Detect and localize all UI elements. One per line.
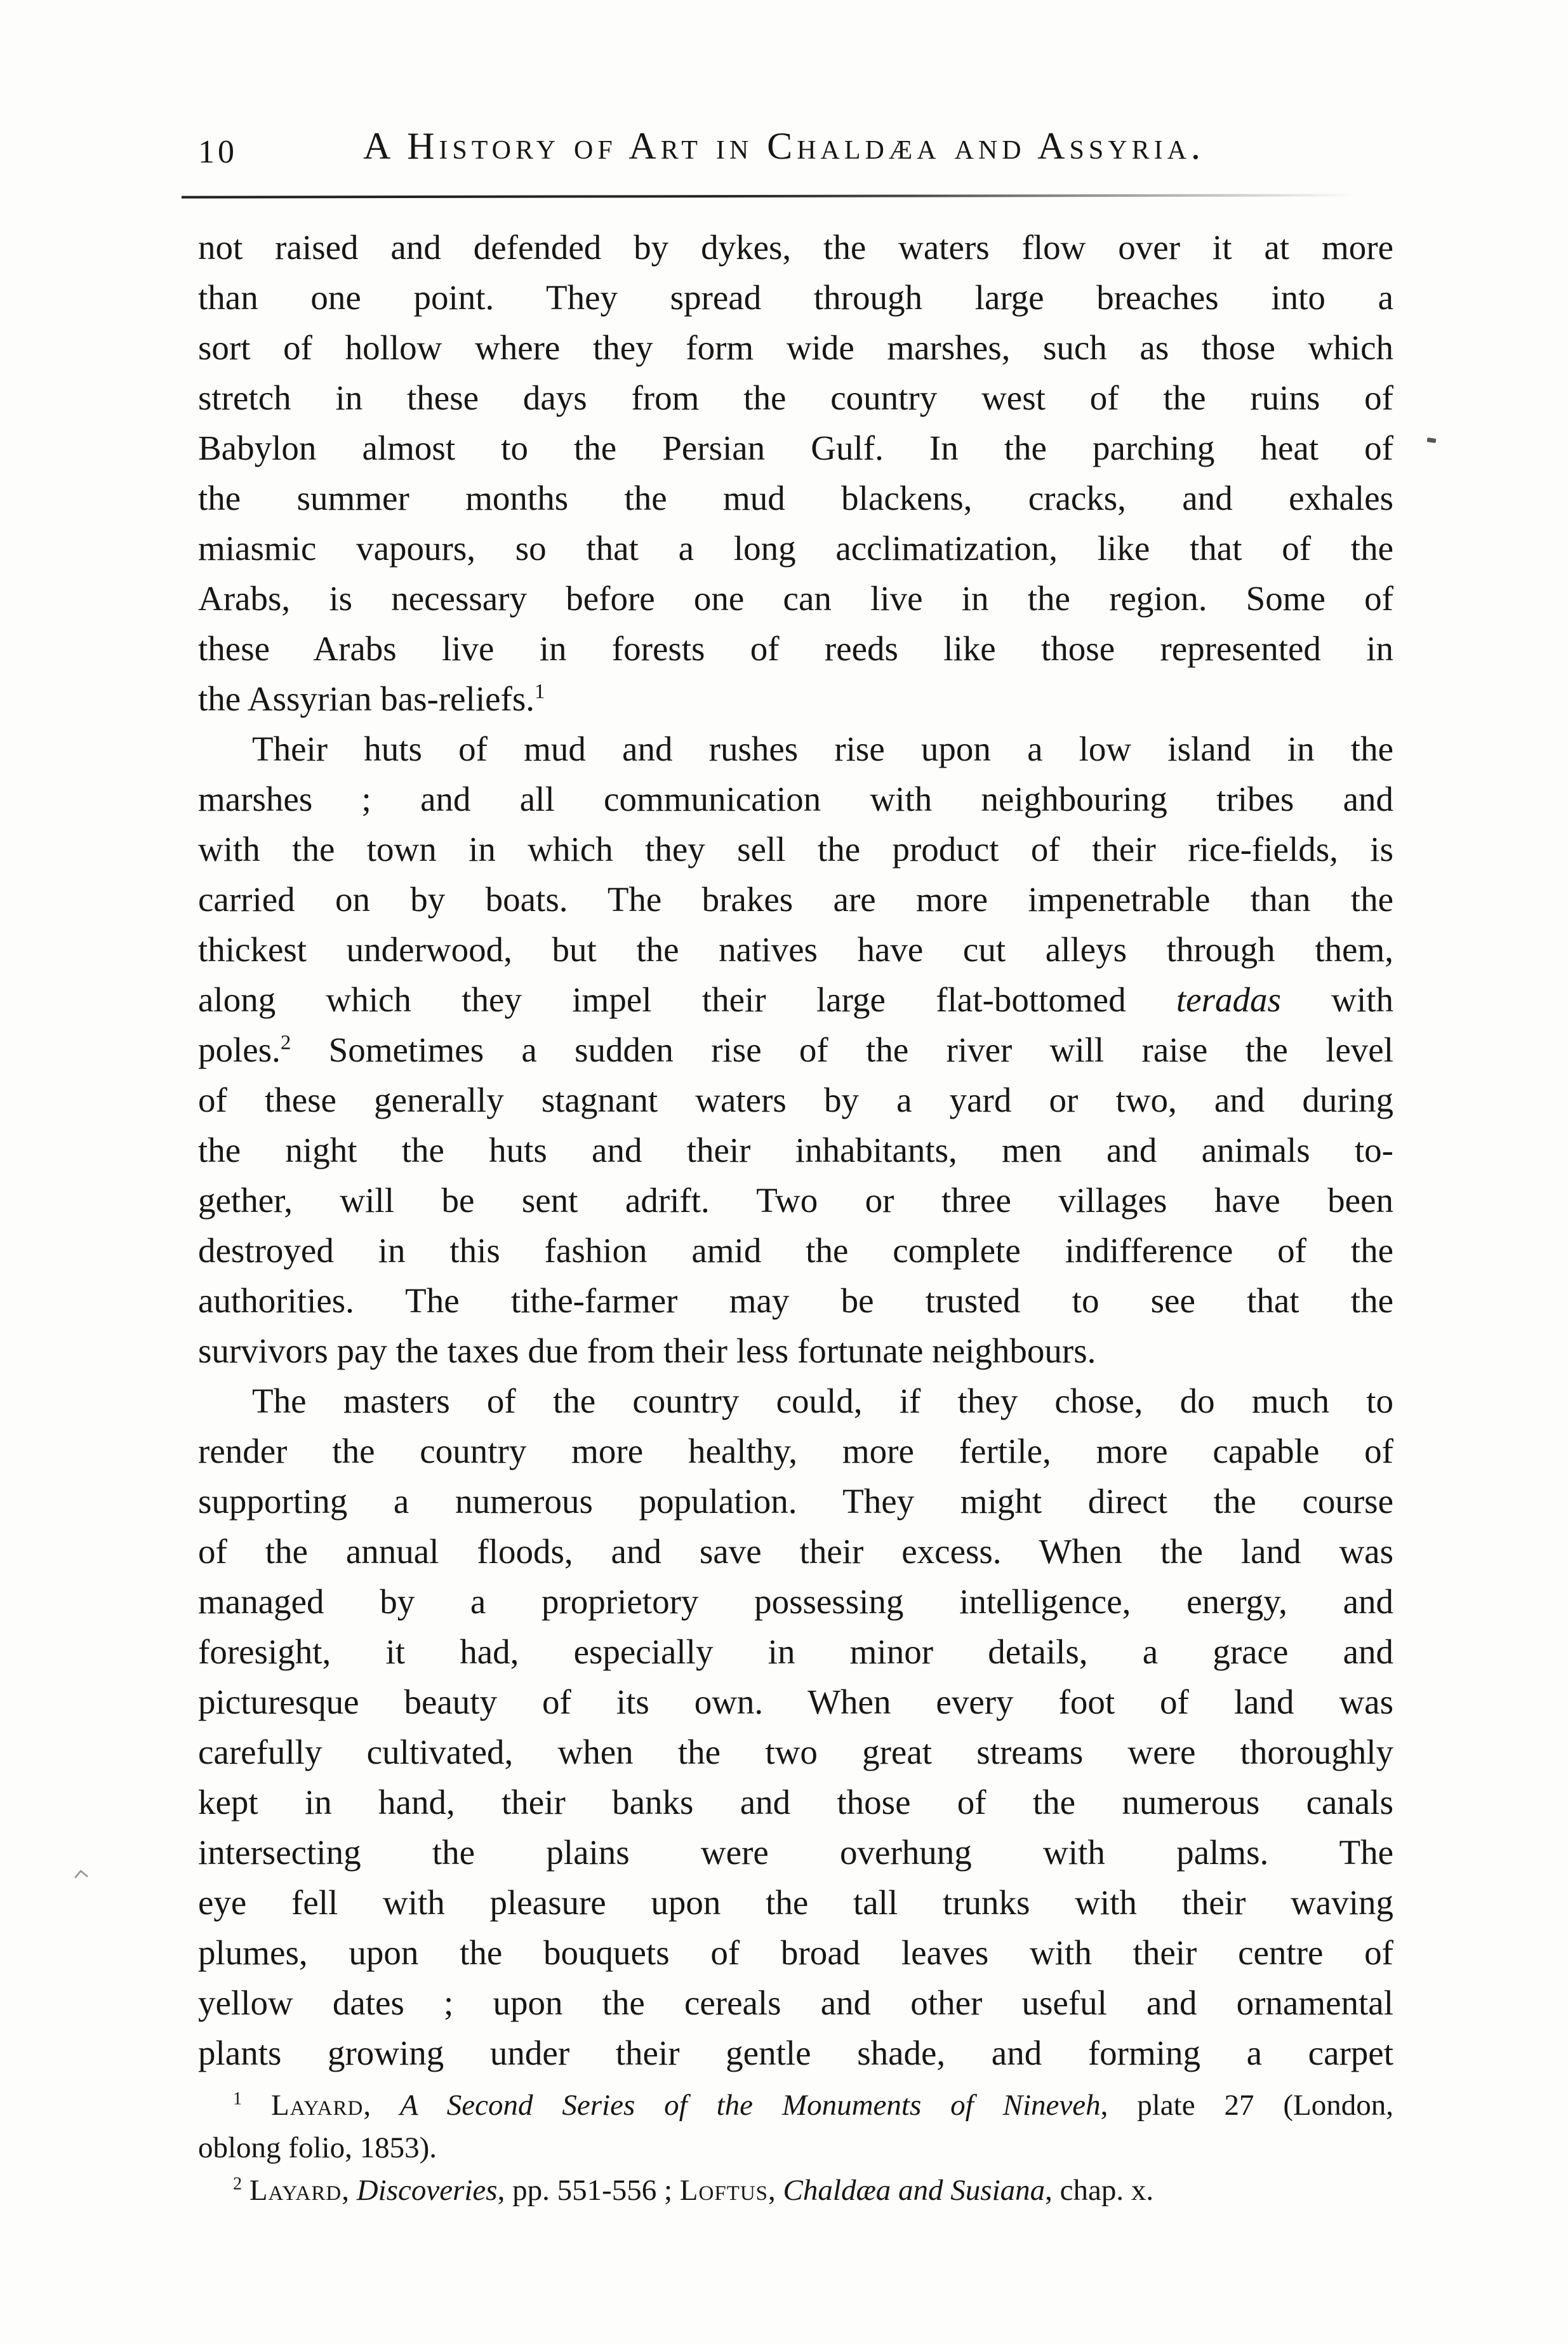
text-segment: , pp. 551-556 ; — [497, 2174, 680, 2207]
text-segment: Their huts of mud and rushes rise upon a low island in the — [252, 729, 1393, 768]
text-segment: plumes, upon the bouquets of broad leaves with their centre of — [198, 1933, 1393, 1972]
scan-artifact — [1427, 437, 1437, 443]
running-title: A History of Art in Chaldæa and Assyria. — [363, 125, 1205, 167]
text-segment: survivors pay the taxes due from their less fortunate neighbours. — [198, 1331, 1096, 1370]
text-segment: the night the huts and their inhabitants, men and animals to- — [198, 1131, 1393, 1169]
text-segment: the Assyrian bas-reliefs. — [198, 679, 535, 718]
text-segment: miasmic vapours, so that a long acclimatization, like that of the — [198, 529, 1393, 568]
text-line — [198, 674, 1393, 724]
text-line — [198, 623, 1393, 674]
text-line — [198, 2169, 1393, 2212]
text-line — [198, 1877, 1393, 1928]
text-segment: thickest underwood, but the natives have cut alleys through them, — [198, 930, 1393, 969]
text-line — [198, 323, 1393, 373]
text-line — [198, 2127, 1393, 2169]
text-segment: eye fell with pleasure upon the tall trunks with their waving — [198, 1883, 1393, 1922]
text-segment: marshes ; and all communication with neighbouring tribes and — [198, 780, 1393, 818]
text-line — [198, 874, 1393, 924]
text-line — [198, 272, 1393, 323]
footnotes — [198, 2084, 1393, 2212]
text-segment: Arabs, is necessary before one can live in the region. Some of — [198, 579, 1393, 618]
text-segment: Layard — [271, 2089, 364, 2122]
text-segment: Loftus — [679, 2174, 769, 2207]
text-segment: carried on by boats. The brakes are more impenetrable than the — [198, 880, 1393, 919]
text-segment: with — [1280, 980, 1394, 1019]
text-segment: authorities. The tithe-farmer may be trusted to see that the — [198, 1281, 1393, 1320]
text-line — [198, 1426, 1393, 1476]
text-line — [198, 222, 1393, 272]
text-segment: these Arabs live in forests of reeds like those represented in — [198, 629, 1393, 668]
text-segment: foresight, it had, especially in minor details, a grace and — [198, 1632, 1393, 1671]
text-line — [198, 1025, 1393, 1075]
text-segment: of these generally stagnant waters by a yard or two, and during — [198, 1081, 1393, 1119]
text-segment — [242, 2174, 249, 2207]
text-line — [198, 1526, 1393, 1576]
text-line — [198, 373, 1393, 423]
text-segment: stretch in these days from the country west of the ruins of — [198, 378, 1393, 417]
text-segment: managed by a proprietory possessing intelligence, energy, and — [198, 1582, 1393, 1621]
text-line — [198, 1827, 1393, 1877]
text-line — [198, 1175, 1393, 1225]
footnote-marker: 2 — [233, 2174, 243, 2194]
text-segment: yellow dates ; upon the cereals and other useful and ornamental — [198, 1983, 1393, 2022]
text-segment: , — [363, 2089, 401, 2122]
text-line — [198, 1727, 1393, 1777]
text-line — [198, 523, 1393, 573]
text-line — [198, 924, 1393, 975]
footnote-marker: 2 — [280, 1031, 291, 1055]
text-segment — [242, 2089, 271, 2122]
text-line — [198, 1376, 1393, 1426]
text-line — [198, 1928, 1393, 1978]
text-segment: the summer months the mud blackens, cracks, and exhales — [198, 479, 1393, 517]
text-line — [198, 1777, 1393, 1827]
text-segment: , — [342, 2174, 357, 2207]
text-segment: intersecting the plains were overhung with palms. The — [198, 1833, 1393, 1872]
text-segment: , plate 27 (London, — [1100, 2089, 1393, 2122]
scan-artifact — [74, 1870, 89, 1884]
text-segment: Babylon almost to the Persian Gulf. In the parching heat of — [198, 429, 1393, 467]
page-header — [0, 124, 1568, 175]
footnote-marker: 1 — [233, 2089, 243, 2109]
text-segment: , — [768, 2174, 783, 2207]
text-line — [198, 1075, 1393, 1125]
text-segment: along which they impel their large flat-bottomed — [198, 980, 1176, 1019]
footnote-marker: 1 — [535, 680, 545, 703]
text-line — [198, 2028, 1393, 2078]
body-text — [198, 222, 1393, 2078]
text-segment: kept in hand, their banks and those of the numerous canals — [198, 1783, 1393, 1821]
text-segment: poles. — [198, 1030, 281, 1069]
text-line — [198, 1576, 1393, 1627]
text-line — [198, 1476, 1393, 1526]
text-line — [198, 1225, 1393, 1275]
page-number: 10 — [198, 134, 237, 170]
text-line — [198, 1125, 1393, 1175]
text-line — [198, 1326, 1393, 1376]
text-line — [198, 1677, 1393, 1727]
text-segment: The masters of the country could, if they chose, do much to — [252, 1382, 1393, 1420]
text-line — [198, 975, 1393, 1025]
header-rule — [182, 194, 1355, 198]
text-segment: A Second Series of the Monuments of Nineveh — [400, 2089, 1101, 2122]
text-line — [198, 573, 1393, 623]
text-segment: destroyed in this fashion amid the complete indifference of the — [198, 1231, 1393, 1270]
text-line — [198, 1275, 1393, 1326]
text-line — [198, 423, 1393, 473]
text-segment: Chaldæa and Susiana — [783, 2174, 1046, 2207]
text-segment: sort of hollow where they form wide marshes, such as those which — [198, 328, 1393, 367]
text-segment: oblong folio, 1853). — [198, 2131, 437, 2164]
text-line — [198, 1627, 1393, 1677]
text-segment: Layard — [249, 2174, 342, 2207]
text-segment: of the annual floods, and save their excess. When the land was — [198, 1532, 1393, 1571]
text-segment: gether, will be sent adrift. Two or three villages have been — [198, 1181, 1393, 1220]
text-line — [198, 724, 1393, 774]
text-segment: teradas — [1176, 980, 1281, 1019]
text-segment: render the country more healthy, more fertile, more capable of — [198, 1432, 1393, 1470]
text-segment: picturesque beauty of its own. When every foot of land was — [198, 1682, 1393, 1721]
text-line — [198, 2084, 1393, 2127]
text-segment: Discoveries — [356, 2174, 498, 2207]
text-segment: carefully cultivated, when the two great streams were thoroughly — [198, 1733, 1393, 1771]
text-line — [198, 1978, 1393, 2028]
text-segment: with the town in which they sell the product of their rice-fields, is — [198, 830, 1393, 869]
text-segment: plants growing under their gentle shade, and forming a carpet — [198, 2034, 1393, 2072]
text-line — [198, 774, 1393, 824]
text-line — [198, 824, 1393, 874]
text-segment: Sometimes a sudden rise of the river will raise the level — [291, 1030, 1393, 1069]
text-segment: , chap. x. — [1045, 2174, 1154, 2207]
text-segment: not raised and defended by dykes, the waters flow over it at more — [198, 228, 1393, 267]
text-segment: than one point. They spread through large breaches into a — [198, 278, 1393, 317]
text-line — [198, 473, 1393, 523]
text-segment: supporting a numerous population. They might direct the course — [198, 1482, 1393, 1521]
